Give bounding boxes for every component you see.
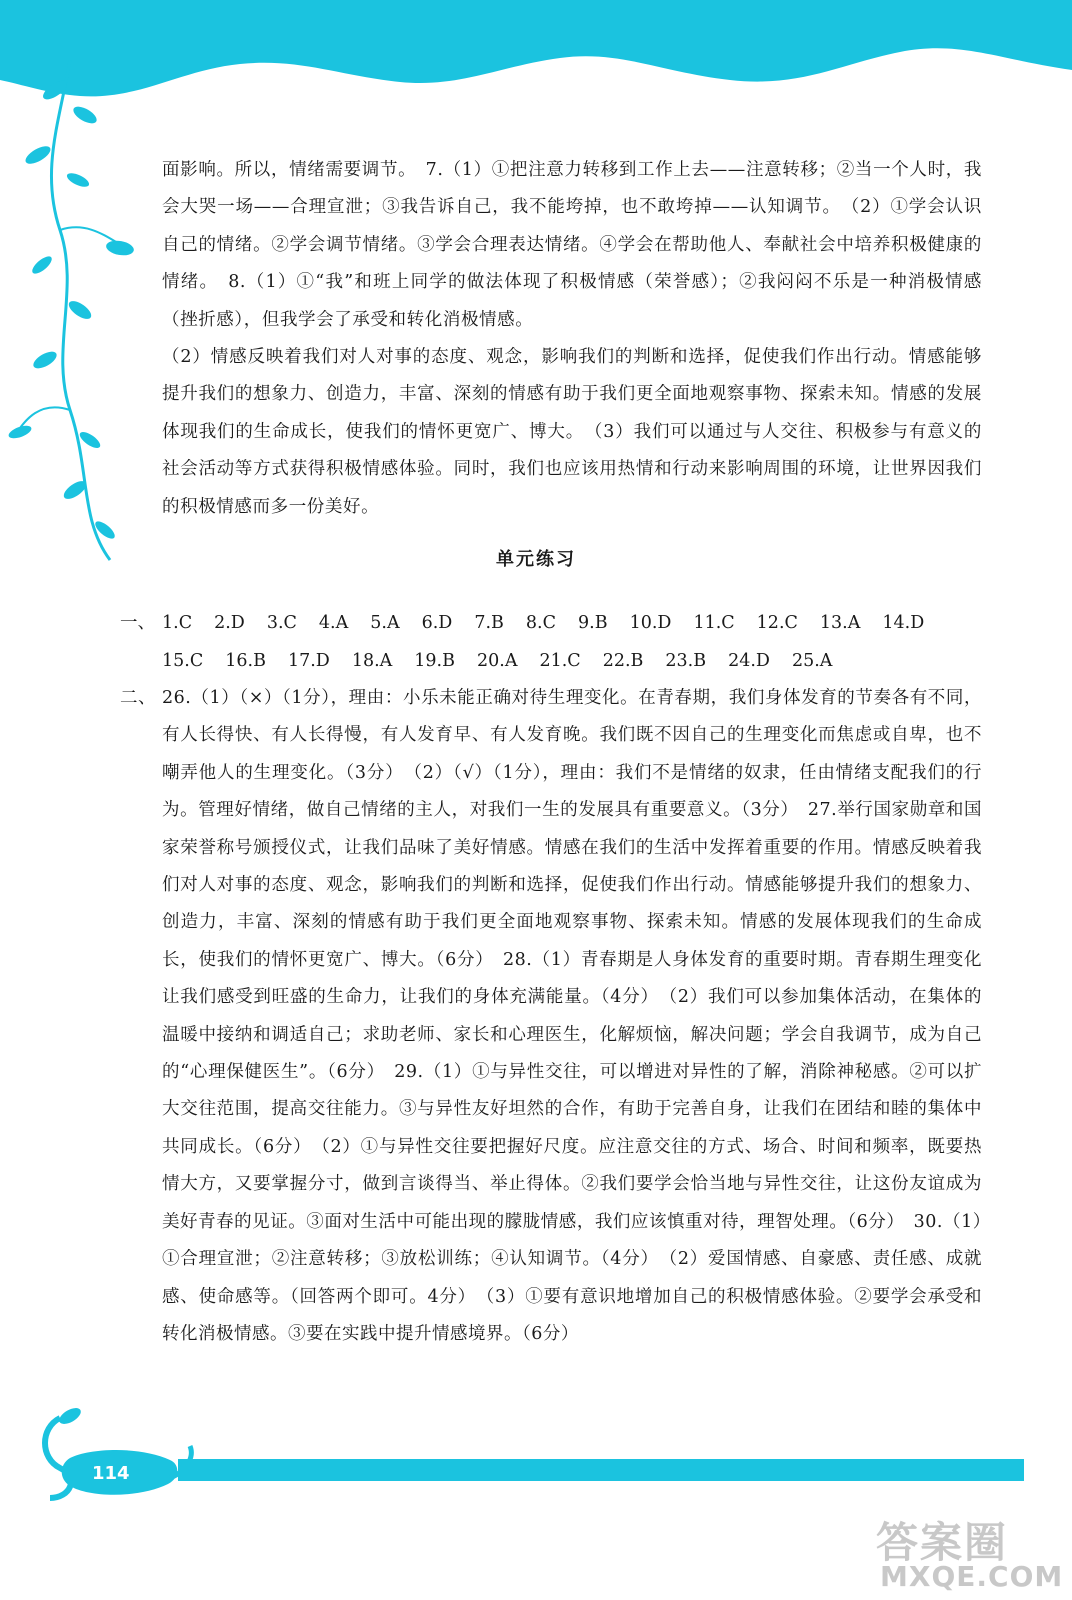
- mc-answer: 19.B: [414, 651, 455, 671]
- watermark-logo: 答案圈: [876, 1518, 1009, 1567]
- intro-answers: [162, 152, 982, 526]
- mc-answer: 24.D: [728, 651, 770, 671]
- mc-answer: 8.C: [525, 613, 556, 633]
- mc-answer: 12.C: [756, 613, 798, 633]
- mc-answer: 23.B: [665, 651, 707, 671]
- mc-answer: 9.B: [578, 613, 608, 633]
- mc-line-2: [120, 642, 1000, 680]
- mc-answer: 3.C: [266, 613, 297, 633]
- part-two-label: 二、: [120, 688, 156, 708]
- mc-answer: 21.C: [539, 651, 581, 671]
- mc-answer: 2.D: [214, 613, 245, 633]
- vine-decoration: [0, 60, 160, 580]
- mc-answer: 7.B: [474, 613, 504, 633]
- mc-answer: 17.D: [287, 651, 330, 671]
- mc-answer: 4.A: [318, 613, 349, 633]
- mc-answer: 1.C: [162, 613, 193, 633]
- mc-answer: 13.A: [819, 613, 861, 633]
- multiple-choice-answers: [120, 604, 1000, 680]
- mc-answer: 10.D: [629, 613, 672, 633]
- part-two-text: 26.（1）（×）（1分），理由：小乐未能正确对待生理变化。在青春期，我们身体发育的节奏各有不同，有人长得快、有人长得慢，有人发育早、有人发育晚。我们既不因自己的生理变化而焦虑或自卑，也不嘲弄他人的生理变化。（3分） （2）（√）（1分），理由：我们不是情绪的奴隶，任由情绪支配我们的行为。管理好情绪，做自己情绪的主人，对我们一生的发展具有重要意义。（3分） 27.举行国家勋章和国家荣誉称号颁授仪式，让我们品味了美好情感。情感在我们的生活中发挥着重要的作用。情感反映着我们对人对事的态度、观念，影响我们的判断和选择，促使我们作出行动。情感能够提升我们的想象力、创造力，丰富、深刻的情感有助于我们更全面地观察事物、探索未知。情感的发展体现我们的生命成长，使我们的情怀更宽广、博大。（6分） 28.（1）青春期是人身体发育的重要时期。青春期生理变化让我们感受到旺盛的生命力，让我们的身体充满能量。（4分） （2）我们可以参加集体活动，在集体的温暖中接纳和调适自己；求助老师、家长和心理医生，化解烦恼，解决问题；学会自我调节，成为自己的“心理保健医生”。（6分） 29.（1）①与异性交往，可以增进对异性的了解，消除神秘感。②可以扩大交往范围，提高交往能力。③与异性友好坦然的合作，有助于完善自身，让我们在团结和睦的集体中共同成长。（6分） （2）①与异性交往要把握好尺度。应注意交往的方式、场合、时间和频率，既要热情大方，又要掌握分寸，做到言谈得当、举止得体。②我们要学会恰当地与异性交往，让这份友谊成为美好青春的见证。③面对生活中可能出现的朦胧情感，我们应该慎重对待，理智处理。（6分） 30.（1）①合理宣泄；②注意转移；③放松训练；④认知调节。（4分） （2）爱国情感、自豪感、责任感、成就感、使命感等。（回答两个即可。4分） （3）①要有意识地增加自己的积极情感体验。②要学会承受和转化消极情感。③要在实践中提升情感境界。（6分）: [162, 688, 982, 1344]
- mc-answer: 6.D: [421, 613, 453, 633]
- part-two-answers: [120, 680, 982, 1353]
- mc-answer: 22.B: [602, 651, 644, 671]
- mc-line-1: [120, 604, 1000, 642]
- mc-answer: 15.C: [162, 651, 204, 671]
- mc-answer: 11.C: [693, 613, 735, 633]
- footer-bar: [178, 1459, 1024, 1481]
- intro-paragraph: 面影响。所以，情绪需要调节。 7.（1）①把注意力转移到工作上去——注意转移；②当一个人时，我会大哭一场——合理宣泄；③我告诉自己，我不能垮掉，也不敢垮掉——认知调节。 （2）①学会认识自己的情绪。②学会调节情绪。③学会合理表达情绪。④学会在帮助他人、奉献社会中培养积极健康的情绪。 8.（1）①“我”和班上同学的做法体现了积极情感（荣誉感）；②我闷闷不乐是一种消极情感（挫折感），但我学会了承受和转化消极情感。: [162, 160, 982, 330]
- part-one-label: 一、: [120, 613, 155, 633]
- mc-answer: 14.D: [882, 613, 925, 633]
- intro-paragraph: （2）情感反映着我们对人对事的态度、观念，影响我们的判断和选择，促使我们作出行动。情感能够提升我们的想象力、创造力，丰富、深刻的情感有助于我们更全面地观察事物、探索未知。情感的发展体现我们的生命成长，使我们的情怀更宽广、博大。 （3）我们可以通过与人交往、积极参与有意义的社会活动等方式获得积极情感体验。同时，我们也应该用热情和行动来影响周围的环境，让世界因我们的积极情感而多一份美好。: [162, 347, 982, 517]
- mc-answer: 20.A: [476, 651, 518, 671]
- mc-answer: 5.A: [370, 613, 400, 633]
- top-wave-banner: [0, 0, 1072, 120]
- watermark-url: MXQE.COM: [880, 1560, 1064, 1593]
- footer-swirl-decoration: [30, 1398, 210, 1508]
- mc-answer: 16.B: [225, 651, 266, 671]
- watermark: [876, 1510, 1066, 1595]
- mc-answer: 18.A: [351, 651, 393, 671]
- mc-answer: 25.A: [791, 651, 833, 671]
- section-title: 单元练习: [496, 549, 576, 570]
- page-number: 114: [92, 1463, 130, 1484]
